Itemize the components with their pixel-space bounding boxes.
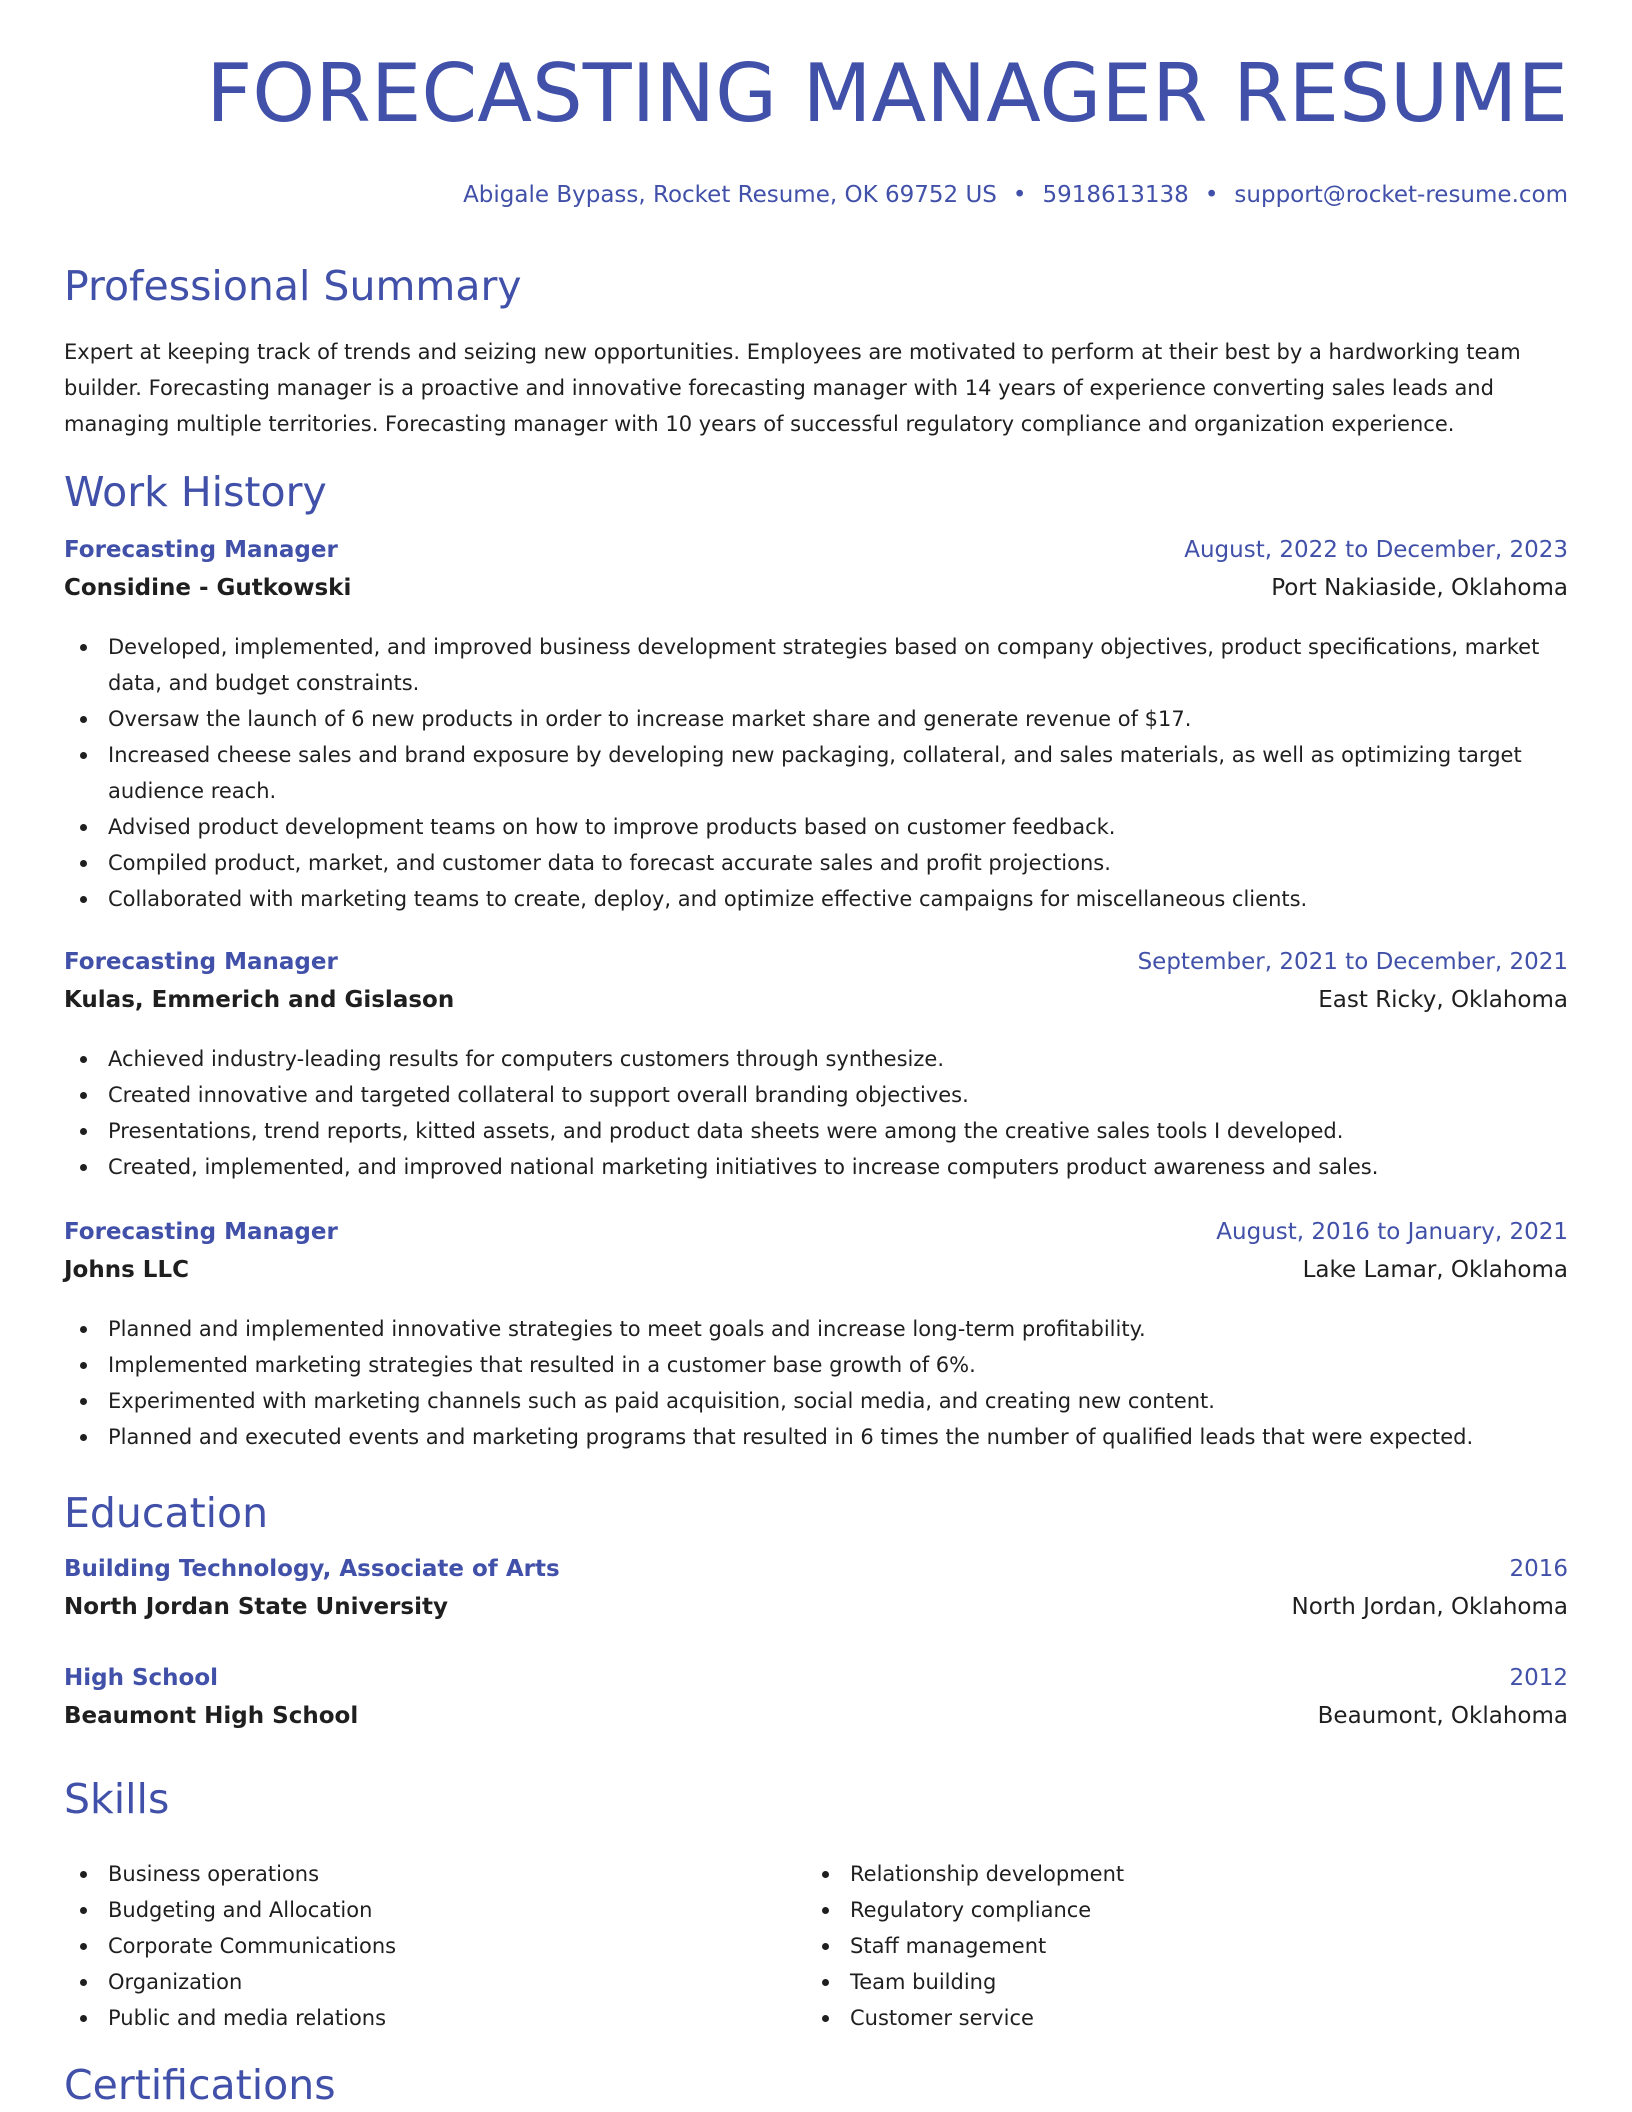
job-location: Port Nakiaside, Oklahoma: [1271, 575, 1568, 601]
job-bullet: Planned and executed events and marketing programs that resulted in 6 times the number of qualified leads that were expected.: [64, 1419, 1568, 1455]
job-bullets: [64, 1041, 1568, 1185]
skill-item: Budgeting and Allocation: [64, 1892, 806, 1928]
skill-item: Regulatory compliance: [806, 1892, 1548, 1928]
education-degree: Building Technology, Associate of Arts: [64, 1556, 560, 1582]
education-year: 2012: [1509, 1665, 1568, 1691]
summary-heading: Professional Summary: [64, 262, 522, 310]
job-bullet: Created innovative and targeted collateral to support overall branding objectives.: [64, 1077, 1568, 1113]
job-bullet: Oversaw the launch of 6 new products in order to increase market share and generate revenue of $17.: [64, 701, 1568, 737]
job-entry: [64, 1219, 1568, 1455]
job-company: Considine - Gutkowski: [64, 575, 352, 601]
job-bullet: Advised product development teams on how to improve products based on customer feedback.: [64, 809, 1568, 845]
education-location: North Jordan, Oklahoma: [1291, 1594, 1568, 1620]
education-entry: [64, 1556, 1568, 1632]
contact-separator: •: [1012, 182, 1027, 208]
job-bullet: Collaborated with marketing teams to create, deploy, and optimize effective campaigns for miscellaneous clients.: [64, 881, 1568, 917]
resume-title: FORECASTING MANAGER RESUME: [206, 47, 1568, 140]
job-bullet: Increased cheese sales and brand exposure by developing new packaging, collateral, and sales materials, as well as optimizing target audience reach.: [64, 737, 1568, 809]
skill-item: Customer service: [806, 2000, 1548, 2036]
education-degree: High School: [64, 1665, 219, 1691]
skills-column-left: [64, 1856, 806, 2036]
job-title: Forecasting Manager: [64, 949, 338, 975]
education-location: Beaumont, Oklahoma: [1317, 1703, 1568, 1729]
skill-item: Team building: [806, 1964, 1548, 2000]
contact-line: [463, 182, 1568, 208]
skill-item: Public and media relations: [64, 2000, 806, 2036]
skills-column-right: [806, 1856, 1548, 2036]
job-company: Kulas, Emmerich and Gislason: [64, 987, 455, 1013]
contact-phone: 5918613138: [1042, 182, 1189, 208]
job-bullets: [64, 629, 1568, 917]
summary-text: Expert at keeping track of trends and seizing new opportunities. Employees are motivated to perform at their best by a hardworking team builder. Forecasting manager is a proactive and innovative forecasting manager with 14 years of experience converting sales leads and managing multiple territories. Forecasting manager with 10 years of successful regulatory compliance and organization experience.: [64, 340, 1521, 436]
education-heading: Education: [64, 1489, 269, 1537]
contact-separator: •: [1204, 182, 1219, 208]
contact-email[interactable]: support@rocket-resume.com: [1234, 182, 1568, 208]
job-bullet: Developed, implemented, and improved business development strategies based on company objectives, product specifications, market data, and budget constraints.: [64, 629, 1568, 701]
skill-item: Staff management: [806, 1928, 1548, 1964]
work-history-heading: Work History: [64, 468, 327, 516]
job-bullet: Created, implemented, and improved national marketing initiatives to increase computers product awareness and sales.: [64, 1149, 1568, 1185]
job-bullet: Planned and implemented innovative strategies to meet goals and increase long-term profitability.: [64, 1311, 1568, 1347]
job-title: Forecasting Manager: [64, 1219, 338, 1245]
job-bullet: Implemented marketing strategies that resulted in a customer base growth of 6%.: [64, 1347, 1568, 1383]
job-entry: [64, 949, 1568, 1185]
skill-item: Relationship development: [806, 1856, 1548, 1892]
contact-address: Abigale Bypass, Rocket Resume, OK 69752 US: [463, 182, 997, 208]
job-location: Lake Lamar, Oklahoma: [1302, 1257, 1568, 1283]
certifications-heading: Certifications: [64, 2061, 336, 2109]
job-company: Johns LLC: [64, 1257, 189, 1283]
education-year: 2016: [1509, 1556, 1568, 1582]
job-entry: [64, 537, 1568, 917]
job-location: East Ricky, Oklahoma: [1318, 987, 1568, 1013]
job-bullet: Presentations, trend reports, kitted assets, and product data sheets were among the creative sales tools I developed.: [64, 1113, 1568, 1149]
education-school: Beaumont High School: [64, 1703, 359, 1729]
skills-list: [64, 1856, 1568, 2036]
education-school: North Jordan State University: [64, 1594, 448, 1620]
job-title: Forecasting Manager: [64, 537, 338, 563]
skill-item: Business operations: [64, 1856, 806, 1892]
job-bullet: Compiled product, market, and customer data to forecast accurate sales and profit projections.: [64, 845, 1568, 881]
skill-item: Corporate Communications: [64, 1928, 806, 1964]
education-entry: [64, 1665, 1568, 1741]
job-bullet: Experimented with marketing channels such as paid acquisition, social media, and creating new content.: [64, 1383, 1568, 1419]
skill-item: Organization: [64, 1964, 806, 2000]
job-dates: September, 2021 to December, 2021: [1137, 949, 1568, 975]
job-dates: August, 2016 to January, 2021: [1216, 1219, 1568, 1245]
job-bullets: [64, 1311, 1568, 1455]
job-dates: August, 2022 to December, 2023: [1184, 537, 1568, 563]
skills-heading: Skills: [64, 1775, 170, 1823]
job-bullet: Achieved industry-leading results for computers customers through synthesize.: [64, 1041, 1568, 1077]
